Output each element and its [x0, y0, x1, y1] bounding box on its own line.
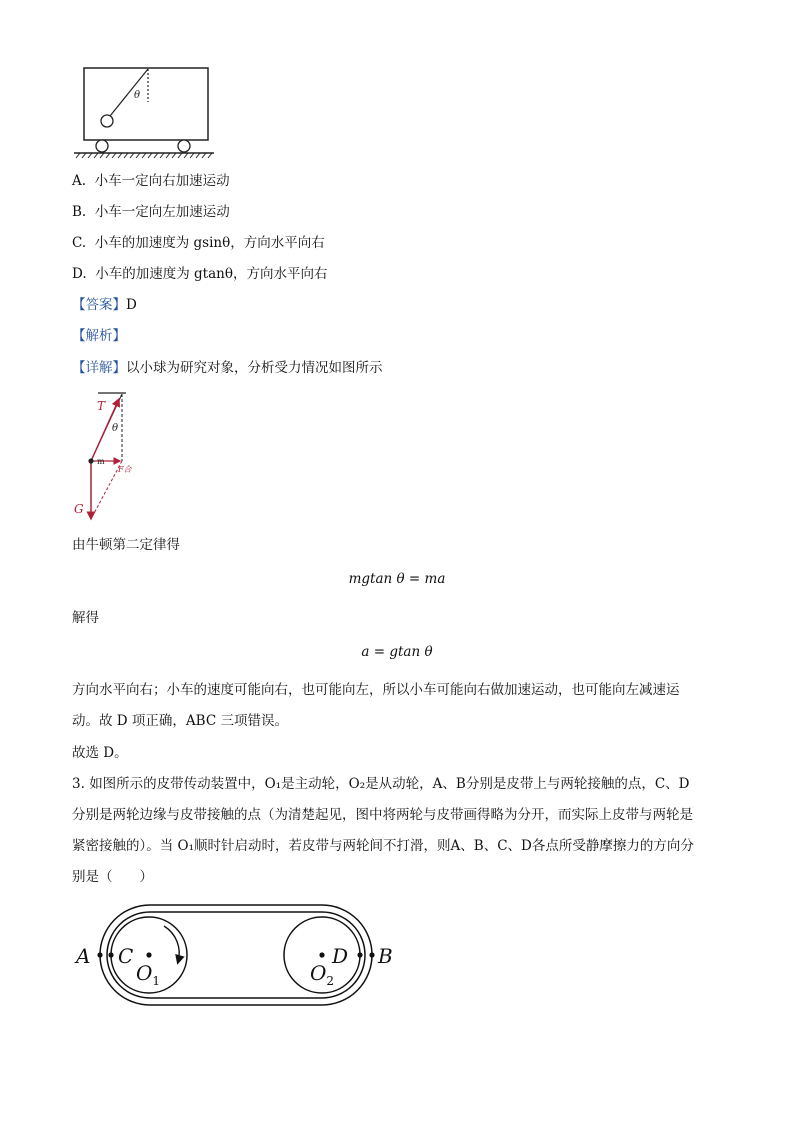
question-3-line-1: 3. 如图所示的皮带传动装置中，O₁是主动轮，O₂是从动轮，A、B分别是皮带上与两轮接触的点，C、D — [72, 776, 690, 792]
angle-theta-label: θ — [134, 90, 141, 101]
theta-label: θ — [112, 423, 119, 434]
belt-drive-figure — [72, 900, 402, 1010]
analysis-label: 【解析】 — [72, 328, 126, 344]
option-d: D. 小车的加速度为 gtanθ，方向水平向右 — [72, 266, 328, 282]
label-o2: $O_2$ — [310, 961, 335, 988]
tension-label: T — [97, 399, 106, 413]
point-c-dot — [108, 952, 113, 957]
equation-1: mgtan θ = ma — [348, 571, 446, 587]
analysis-line — [72, 326, 126, 346]
label-a: A — [76, 944, 91, 968]
ball-dot — [88, 458, 93, 463]
question-3-line-2: 分别是两轮边缘与皮带接触的点（为清楚起见，图中将两轮与皮带画得略为分开，而实际上皮带与两轮是 — [72, 807, 693, 823]
answer-label: 【答案】 — [72, 297, 126, 313]
cart-body — [84, 68, 208, 140]
net-force-label: F合 — [118, 465, 132, 474]
center-o2-dot — [319, 952, 324, 957]
label-d: D — [332, 944, 349, 968]
center-o1-dot — [146, 952, 151, 957]
clockwise-arrow — [164, 926, 179, 962]
answer-value: D — [126, 297, 137, 313]
question-number: 3. — [72, 776, 85, 792]
pendulum-ball — [101, 115, 113, 127]
detail-label: 【详解】 — [72, 360, 126, 376]
answer-line — [72, 295, 137, 315]
force-diagram-figure — [70, 385, 160, 525]
solve-label: 解得 — [72, 610, 99, 626]
newton-intro: 由牛顿第二定律得 — [72, 537, 180, 553]
detail-text: 以小球为研究对象，分析受力情况如图所示 — [126, 360, 383, 376]
label-c: C — [118, 944, 134, 968]
cart-pendulum-figure — [72, 60, 222, 160]
option-b: B. 小车一定向左加速运动 — [72, 204, 230, 220]
option-c: C. 小车的加速度为 gsinθ，方向水平向右 — [72, 235, 325, 251]
explanation-line-1: 方向水平向右；小车的速度可能向右，也可能向左，所以小车可能向右做加速运动，也可能向左减速运 — [72, 682, 680, 698]
pendulum-string — [110, 69, 148, 116]
point-b-dot — [369, 952, 374, 957]
explanation-line-2: 动。故 D 项正确，ABC 三项错误。 — [72, 713, 288, 729]
label-o1: $O_1$ — [136, 961, 161, 988]
option-a: A. 小车一定向右加速运动 — [72, 173, 230, 189]
wheel-left — [96, 140, 108, 152]
conclusion: 故选 D。 — [72, 745, 128, 761]
detail-line — [72, 358, 383, 378]
point-a-dot — [97, 952, 102, 957]
equation-2: a = gtan θ — [361, 644, 433, 660]
label-b: B — [378, 944, 393, 968]
wheel-right — [178, 140, 190, 152]
question-3-line-4: 别是（ ） — [72, 869, 153, 885]
point-d-dot — [357, 952, 362, 957]
mass-label: m — [97, 457, 105, 466]
question-3-line-3: 紧密接触的）。当 O₁顺时针启动时，若皮带与两轮间不打滑，则A、B、C、D各点所受静摩擦力的方向分 — [72, 838, 694, 854]
gravity-label: G — [74, 502, 84, 516]
